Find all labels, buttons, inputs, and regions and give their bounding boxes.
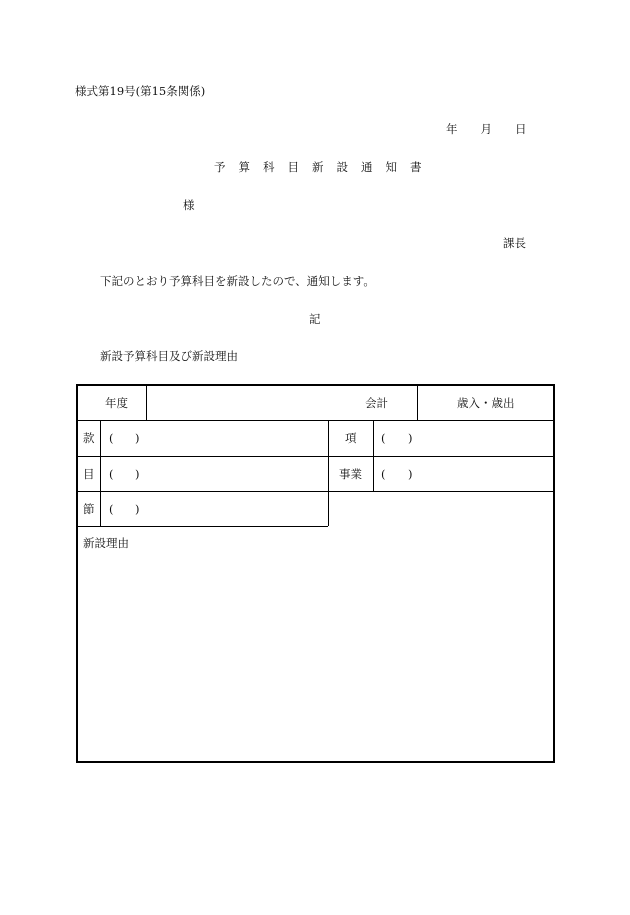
saiiri-saishutsu-label: 歳入・歳出 [457,396,515,410]
date-line: 年 月 日 [446,122,527,136]
jigyou-label: 事業 [339,467,362,481]
kan-label: 款 [83,431,95,445]
kaikei-label: 会計 [365,396,388,410]
kan-paren-close: ) [135,431,140,445]
nendo-label: 年度 [105,396,128,410]
column-divider [328,420,329,526]
addressee-suffix: 様 [183,198,195,212]
moku-paren-close: ) [135,467,140,481]
body-text: 下記のとおり予算科目を新設したので、通知します。 [100,274,375,288]
document-title: 予算科目新設通知書 [214,160,435,174]
column-divider [100,420,101,526]
budget-item-table [76,384,555,763]
kou-paren-close: ) [408,431,413,445]
kou-label: 項 [345,431,357,445]
column-divider [146,386,147,420]
row-divider [78,491,553,492]
setsu-paren-close: ) [135,502,140,516]
setsu-label: 節 [83,502,95,516]
form-number: 様式第19号(第15条関係) [75,84,206,98]
moku-paren-open: ( [109,467,114,481]
column-divider [417,386,418,420]
sender-title: 課長 [503,236,526,250]
row-divider [78,420,553,421]
kan-paren-open: ( [109,431,114,445]
column-divider [373,420,374,491]
row-divider [78,456,553,457]
section-heading: 新設予算科目及び新設理由 [100,349,238,363]
reason-label: 新設理由 [83,536,129,550]
setsu-paren-open: ( [109,502,114,516]
moku-label: 目 [83,467,95,481]
row-divider [78,526,328,527]
kou-paren-open: ( [381,431,386,445]
jigyou-paren-open: ( [381,467,386,481]
jigyou-paren-close: ) [408,467,413,481]
ki-heading: 記 [309,312,321,326]
